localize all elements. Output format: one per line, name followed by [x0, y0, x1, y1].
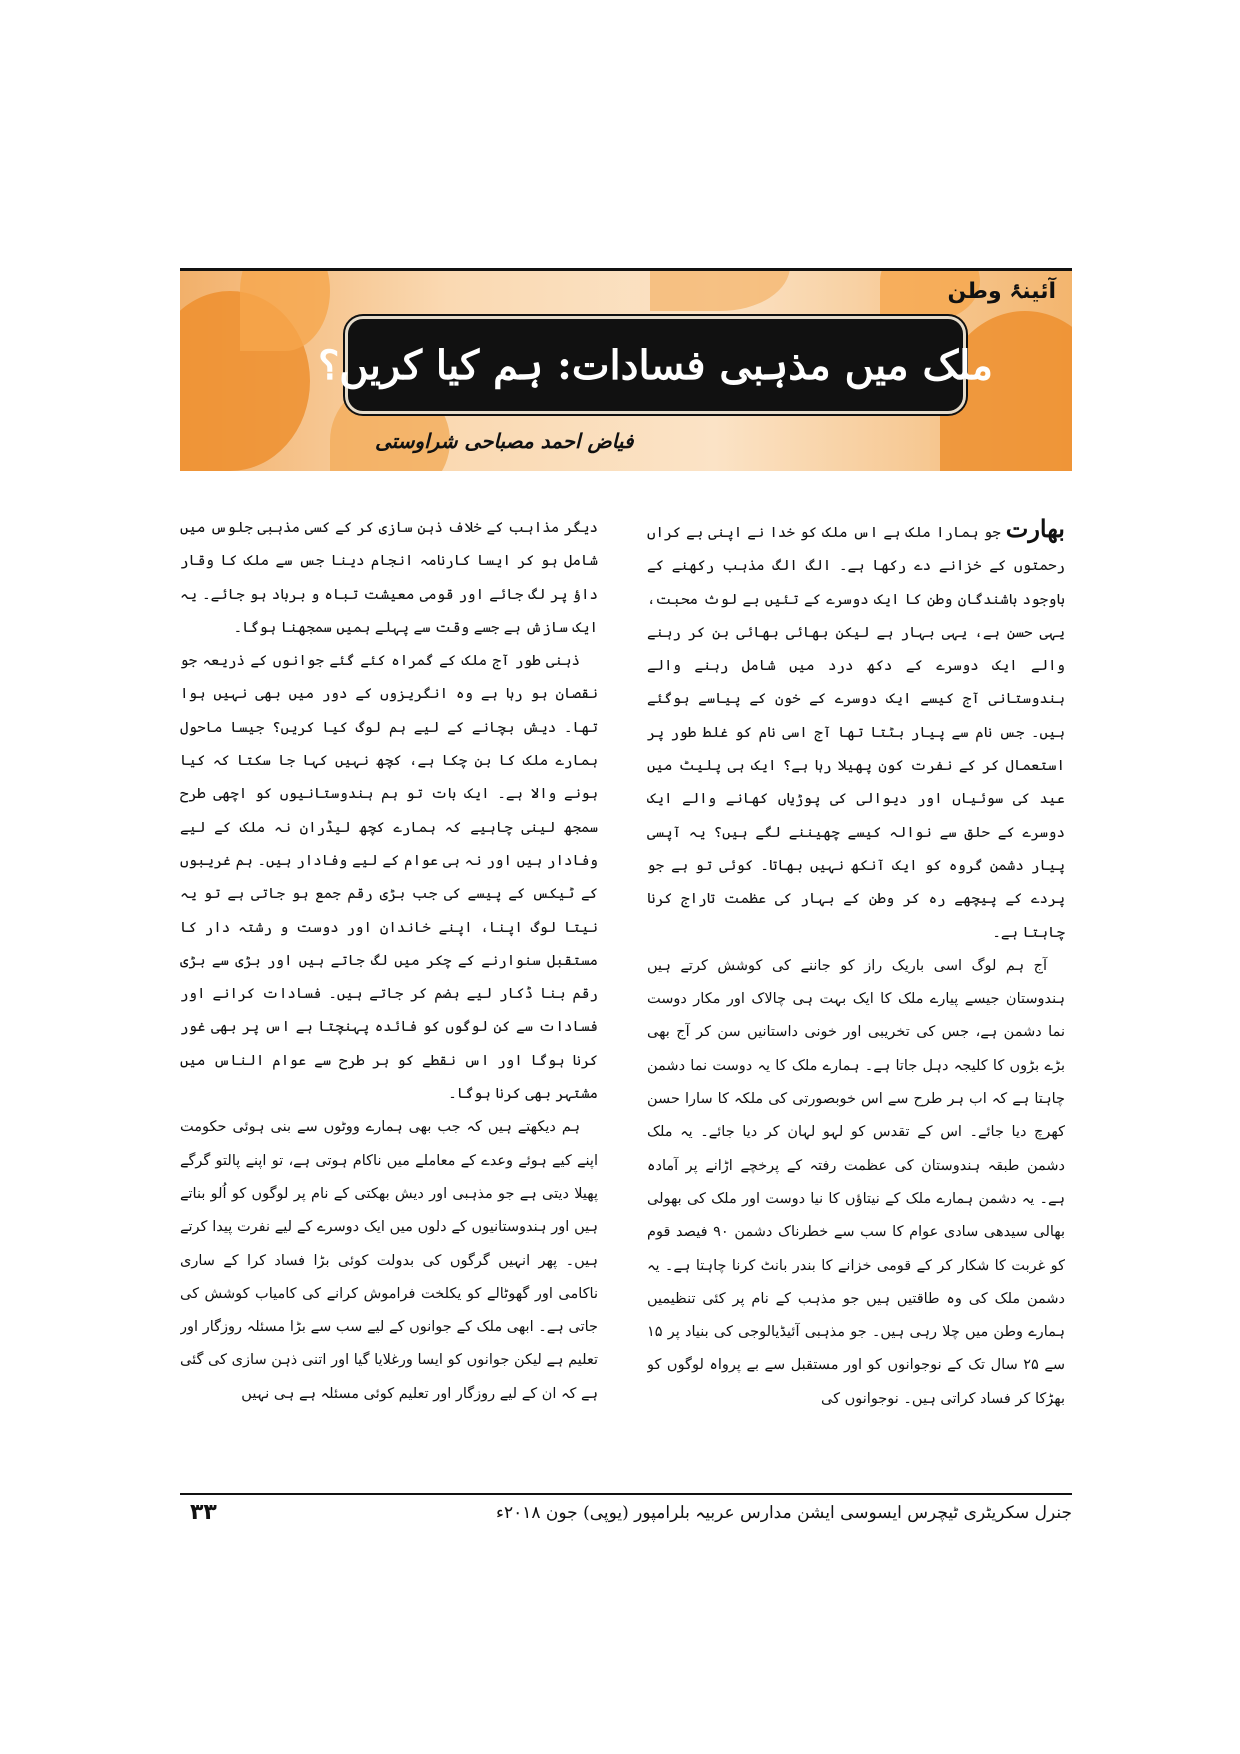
section-label: آئینۂ وطن	[947, 279, 1056, 304]
article-banner	[180, 268, 1072, 471]
footer-publication: جنرل سکریٹری ٹیچرس ایسوسی ایشن مدارس عربیہ بلرامپور (یوپی) جون ۲۰۱۸ء	[495, 1503, 1072, 1523]
paragraph: ذہنی طور آج ملک کے گمراہ کئے گئے جوانوں کے ذریعہ جو نقصان ہو رہا ہے وہ انگریزوں کے دور میں بھی نہیں ہوا تھا۔ دیش بچانے کے لیے ہم لوگ کیا کریں؟ جیسا ماحول ہمارے ملک کا بن چکا ہے، کچھ نہیں کہا جا سکتا کہ کیا ہونے والا ہے۔ ایک بات تو ہم ہندوستانیوں کو اچھی طرح سمجھ لینی چاہیے کہ ہمارے کچھ لیڈران نہ ملک کے لیے وفادار ہیں اور نہ ہی عوام کے لیے وفادار ہیں۔ ہم غریبوں کے ٹیکس کے پیسے کی جب بڑی رقم جمع ہو جاتی ہے تو یہ نیتا لوگ اپنا، اپنے خاندان اور دوست و رشتہ دار کا مستقبل سنوارنے کے چکر میں لگ جاتے ہیں اور بڑی سے بڑی رقم بنا ڈکار لیے ہضم کر جاتے ہیں۔ فسادات کرانے اور فسادات سے کن لوگوں کو فائدہ پہنچتا ہے اس پر بھی غور کرنا ہوگا اور اس نقطے کو ہر طرح سے عوام الناس میں مشتہر بھی کرنا ہوگا۔	[180, 653, 598, 1103]
floral-ornament	[240, 268, 330, 351]
page-number: ۳۳	[190, 1500, 217, 1525]
article-column-right	[647, 512, 1065, 1458]
paragraph-text: جو ہمارا ملک ہے اس ملک کو خدا نے اپنی بے کراں رحمتوں کے خزانے دے رکھا ہے۔ الگ الگ مذہب رکھنے کے باوجود باشندگان وطن کا ایک دوسرے کے تئیں بے لوث محبت، یہی حسن ہے، یہی بہار ہے لیکن بھائی بھائی بن کر رہنے والے ایک دوسرے کے دکھ درد میں شامل رہنے والے ہندوستانی آج کیسے ایک دوسرے کے خون کے پیاسے ہوگئے ہیں۔ جس نام سے پیار بٹتا تھا آج اسی نام کو غلط طور پر استعمال کر کے نفرت کون پھیلا رہا ہے؟ ایک ہی پلیٹ میں عید کی سوئیاں اور دیوالی کی پوڑیاں کھانے والے ایک دوسرے کے حلق سے نوالہ کیسے چھیننے لگے ہیں؟ یہ آپسی پیار دشمن گروہ کو ایک آنکھ نہیں بھاتا۔ کوئی تو ہے جو پردے کے پیچھے رہ کر وطن کے بہار کی عظمت تاراج کرنا چاہتا ہے۔	[647, 525, 1065, 941]
paragraph: آج ہم لوگ اسی باریک راز کو جاننے کی کوشش کرتے ہیں ہندوستان جیسے پیارے ملک کا ایک بہت ہی چالاک اور مکار دوست نما دشمن ہے، جس کی تخریبی اور خونی داستانیں سن کر آج بھی بڑے بڑوں کا کلیجہ دہل جاتا ہے۔ ہمارے ملک کا یہ دوست نما دشمن چاہتا ہے کہ اب ہر طرح سے اس خوبصورتی کی ملکہ کا سارا حسن کھرچ دیا جائے۔ اس کے تقدس کو لہو لہان کر دیا جائے۔ یہ ملک دشمن طبقہ ہندوستان کی عظمت رفتہ کے پرخچے اڑانے پر آمادہ ہے۔ یہ دشمن ہمارے ملک کے نیتاؤں کا نیا دوست اور ملک کی بھولی بھالی سیدھی سادی عوام کا سب سے خطرناک دشمن ۹۰ فیصد قوم کو غربت کا شکار کر کے قومی خزانے کا بندر بانٹ کرنا چاہتا ہے۔ یہ دشمن ملک کی وہ طاقتیں ہیں جو مذہب کے نام پر کئی تنظیمیں ہمارے وطن میں چلا رہی ہیں۔ جو مذہبی آئیڈیالوجی کی بنیاد پر ۱۵ سے ۲۵ سال تک کے نوجوانوں کو اور مستقبل سے بے پرواہ لوگوں کو بھڑکا کر فساد کراتی ہیں۔ نوجوانوں کی	[647, 957, 1065, 1407]
paragraph: ہم دیکھتے ہیں کہ جب بھی ہمارے ووٹوں سے بنی ہوئی حکومت اپنے کیے ہوئے وعدے کے معاملے میں ناکام ہوتی ہے، تو اپنے پالتو گرگے پھیلا دیتی ہے جو مذہبی اور دیش بھکتی کے نام پر لوگوں کو اُلو بناتے ہیں اور ہندوستانیوں کے دلوں میں ایک دوسرے کے لیے نفرت پیدا کرتے ہیں۔ پھر انہیں گرگوں کی بدولت کوئی بڑا فساد کرا کے ساری ناکامی اور گھوٹالے کو یکلخت فراموش کرانے کی کامیاب کوشش کی جاتی ہے۔ ابھی ملک کے جوانوں کے لیے سب سے بڑا مسئلہ روزگار اور تعلیم ہے لیکن جوانوں کو ایسا ورغلایا گیا اور اتنی ذہن سازی کی گئی ہے کہ ان کے لیے روزگار اور تعلیم کوئی مسئلہ ہے ہی نہیں	[180, 1119, 598, 1402]
paragraph: دیگر مذاہب کے خلاف ذہن سازی کر کے کسی مذہبی جلوس میں شامل ہو کر ایسا کارنامہ انجام دینا جس سے ملک کا وقار داؤ پر لگ جائے اور قومی معیشت تباہ و برباد ہو جائے۔ یہ ایک سازش ہے جسے وقت سے پہلے ہمیں سمجھنا ہوگا۔	[180, 520, 598, 636]
floral-ornament	[650, 268, 790, 311]
lead-word: بھارت	[1005, 514, 1065, 543]
article-title: ملک میں مذہبی فسادات: ہم کیا کریں؟	[318, 341, 993, 389]
article-author: فیاض احمد مصباحی شراوستی	[375, 429, 634, 453]
footer-divider	[180, 1493, 1072, 1495]
title-box	[318, 316, 993, 414]
article-column-left	[180, 512, 598, 1458]
paragraph	[647, 512, 1065, 950]
